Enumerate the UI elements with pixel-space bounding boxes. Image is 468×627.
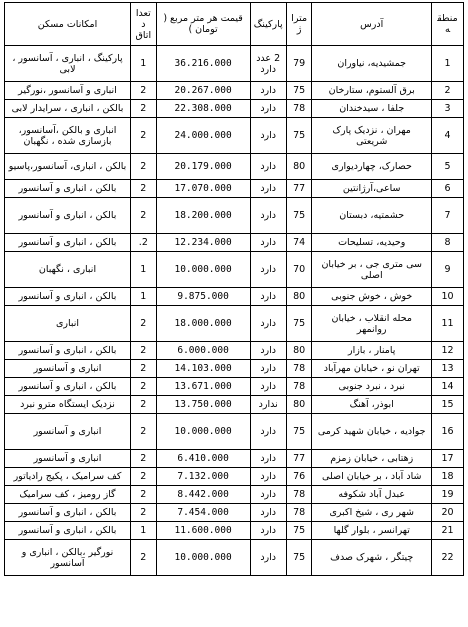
cell-parking: دارد bbox=[250, 342, 286, 360]
cell-rooms: 1 bbox=[131, 252, 157, 288]
cell-area: 75 bbox=[286, 198, 312, 234]
cell-region: 1 bbox=[431, 46, 463, 82]
cell-area: 75 bbox=[286, 540, 312, 576]
cell-region: 21 bbox=[431, 522, 463, 540]
table-row bbox=[5, 540, 464, 576]
table-body bbox=[5, 46, 464, 576]
cell-amenities: بالکن ، انباری ، سرایدار لابی bbox=[5, 100, 131, 118]
table-row bbox=[5, 82, 464, 100]
table-row bbox=[5, 378, 464, 396]
table-row bbox=[5, 180, 464, 198]
cell-area: 80 bbox=[286, 396, 312, 414]
cell-region: 10 bbox=[431, 288, 463, 306]
cell-address: چیتگر ، شهرک صدف bbox=[312, 540, 432, 576]
cell-parking: دارد bbox=[250, 540, 286, 576]
table-row bbox=[5, 100, 464, 118]
cell-price: 17.070.000 bbox=[156, 180, 250, 198]
cell-area: 77 bbox=[286, 180, 312, 198]
cell-address: شاد آباد ، بر خیابان اصلی bbox=[312, 468, 432, 486]
cell-amenities: گاز رومیز ، کف سرامیک bbox=[5, 486, 131, 504]
cell-price: 20.179.000 bbox=[156, 154, 250, 180]
cell-amenities: کف سرامیک ، پکیج رادیاتور bbox=[5, 468, 131, 486]
table-row bbox=[5, 396, 464, 414]
cell-area: 75 bbox=[286, 82, 312, 100]
cell-price: 6.410.000 bbox=[156, 450, 250, 468]
cell-region: 8 bbox=[431, 234, 463, 252]
cell-amenities: بالکن ، انباری و آسانسور bbox=[5, 504, 131, 522]
cell-address: حشمتیه، دبستان bbox=[312, 198, 432, 234]
cell-rooms: 2. bbox=[131, 234, 157, 252]
cell-address: زهتابی ، خیابان زمزم bbox=[312, 450, 432, 468]
cell-price: 13.671.000 bbox=[156, 378, 250, 396]
cell-address: ساعی،آرژانتین bbox=[312, 180, 432, 198]
cell-address: جلفا ، سیدخندان bbox=[312, 100, 432, 118]
table-row bbox=[5, 234, 464, 252]
cell-rooms: 2 bbox=[131, 118, 157, 154]
cell-region: 13 bbox=[431, 360, 463, 378]
cell-area: 78 bbox=[286, 100, 312, 118]
cell-amenities: بالکن ، انباری و آسانسور bbox=[5, 378, 131, 396]
cell-rooms: 2 bbox=[131, 414, 157, 450]
cell-region: 11 bbox=[431, 306, 463, 342]
cell-address: مهران ، نزدیک پارک شریعتی bbox=[312, 118, 432, 154]
cell-amenities: بالکن ، انباری و آسانسور bbox=[5, 522, 131, 540]
cell-address: جمشیدیه، نیاوران bbox=[312, 46, 432, 82]
table-row bbox=[5, 118, 464, 154]
cell-amenities: بالکن ، انباری و آسانسور bbox=[5, 288, 131, 306]
cell-parking: دارد bbox=[250, 306, 286, 342]
cell-area: 75 bbox=[286, 522, 312, 540]
cell-region: 4 bbox=[431, 118, 463, 154]
table-row bbox=[5, 154, 464, 180]
cell-rooms: 2 bbox=[131, 306, 157, 342]
cell-amenities: بالکن ، انباری و آسانسور bbox=[5, 180, 131, 198]
cell-region: 2 bbox=[431, 82, 463, 100]
cell-amenities: انباری ، نگهبان bbox=[5, 252, 131, 288]
cell-amenities: بالکن ، انباری، آسانسور،پاسیو bbox=[5, 154, 131, 180]
cell-rooms: 2 bbox=[131, 378, 157, 396]
cell-parking: دارد bbox=[250, 414, 286, 450]
cell-amenities: انباری و آسانسور bbox=[5, 414, 131, 450]
cell-parking: دارد bbox=[250, 504, 286, 522]
cell-price: 13.750.000 bbox=[156, 396, 250, 414]
cell-address: شهر ری ، شیخ اکبری bbox=[312, 504, 432, 522]
cell-parking: دارد bbox=[250, 378, 286, 396]
cell-price: 14.103.000 bbox=[156, 360, 250, 378]
cell-address: حصارک، چهارديواری bbox=[312, 154, 432, 180]
cell-parking: 2 عدد دارد bbox=[250, 46, 286, 82]
cell-parking: دارد bbox=[250, 234, 286, 252]
cell-area: 78 bbox=[286, 486, 312, 504]
cell-parking: دارد bbox=[250, 82, 286, 100]
cell-price: 20.267.000 bbox=[156, 82, 250, 100]
cell-rooms: 2 bbox=[131, 468, 157, 486]
header-rooms: تعداد اتاق bbox=[131, 3, 157, 46]
cell-address: برق آلستوم، ستارخان bbox=[312, 82, 432, 100]
cell-region: 12 bbox=[431, 342, 463, 360]
cell-area: 80 bbox=[286, 288, 312, 306]
table-row bbox=[5, 46, 464, 82]
housing-price-table bbox=[4, 2, 464, 576]
cell-address: جوادیه ، خیابان شهید کرمی bbox=[312, 414, 432, 450]
table-row bbox=[5, 306, 464, 342]
header-region: منطقه bbox=[431, 3, 463, 46]
cell-rooms: 2 bbox=[131, 82, 157, 100]
cell-amenities: انباری و آسانسور bbox=[5, 360, 131, 378]
cell-rooms: 1 bbox=[131, 46, 157, 82]
cell-region: 16 bbox=[431, 414, 463, 450]
header-amenities: امکانات مسکن bbox=[5, 3, 131, 46]
cell-rooms: 2 bbox=[131, 198, 157, 234]
cell-rooms: 2 bbox=[131, 504, 157, 522]
header-address: آدرس bbox=[312, 3, 432, 46]
table-row bbox=[5, 468, 464, 486]
cell-amenities: پارکینگ ، انباری ، آسانسور ، لابی bbox=[5, 46, 131, 82]
cell-price: 8.442.000 bbox=[156, 486, 250, 504]
cell-rooms: 2 bbox=[131, 180, 157, 198]
cell-parking: دارد bbox=[250, 486, 286, 504]
table-row bbox=[5, 522, 464, 540]
cell-address: نبرد ، نبرد جنوبی bbox=[312, 378, 432, 396]
cell-price: 11.600.000 bbox=[156, 522, 250, 540]
cell-parking: ندارد bbox=[250, 396, 286, 414]
cell-region: 17 bbox=[431, 450, 463, 468]
cell-price: 18.000.000 bbox=[156, 306, 250, 342]
cell-parking: دارد bbox=[250, 288, 286, 306]
cell-rooms: 1 bbox=[131, 288, 157, 306]
cell-rooms: 1 bbox=[131, 522, 157, 540]
cell-area: 79 bbox=[286, 46, 312, 82]
cell-price: 9.875.000 bbox=[156, 288, 250, 306]
cell-price: 24.000.000 bbox=[156, 118, 250, 154]
table-row bbox=[5, 360, 464, 378]
cell-area: 75 bbox=[286, 414, 312, 450]
cell-rooms: 2 bbox=[131, 360, 157, 378]
cell-price: 10.000.000 bbox=[156, 252, 250, 288]
cell-amenities: انباری و بالکن ،آسانسور، بازسازی شده ، نگهبان bbox=[5, 118, 131, 154]
cell-parking: دارد bbox=[250, 198, 286, 234]
cell-region: 22 bbox=[431, 540, 463, 576]
cell-area: 80 bbox=[286, 154, 312, 180]
cell-address: وحیدیه، تسلیحات bbox=[312, 234, 432, 252]
cell-area: 77 bbox=[286, 450, 312, 468]
cell-region: 6 bbox=[431, 180, 463, 198]
cell-parking: دارد bbox=[250, 154, 286, 180]
cell-address: ابوذر، آهنگ bbox=[312, 396, 432, 414]
cell-amenities: بالکن ، انباری و آسانسور bbox=[5, 198, 131, 234]
cell-rooms: 2 bbox=[131, 100, 157, 118]
cell-price: 22.308.000 bbox=[156, 100, 250, 118]
cell-amenities: نورگیر ،بالکن ، انباری و آسانسور bbox=[5, 540, 131, 576]
cell-parking: دارد bbox=[250, 100, 286, 118]
cell-region: 20 bbox=[431, 504, 463, 522]
cell-area: 76 bbox=[286, 468, 312, 486]
cell-parking: دارد bbox=[250, 450, 286, 468]
header-parking: پارکینگ bbox=[250, 3, 286, 46]
cell-area: 70 bbox=[286, 252, 312, 288]
cell-price: 7.454.000 bbox=[156, 504, 250, 522]
cell-region: 15 bbox=[431, 396, 463, 414]
cell-address: خوش ، خوش جنوبی bbox=[312, 288, 432, 306]
table-row bbox=[5, 342, 464, 360]
cell-address: محله انقلاب ، خیابان روانمهر bbox=[312, 306, 432, 342]
cell-parking: دارد bbox=[250, 118, 286, 154]
cell-parking: دارد bbox=[250, 522, 286, 540]
table-header-row bbox=[5, 3, 464, 46]
cell-price: 10.000.000 bbox=[156, 414, 250, 450]
header-price: قیمت هر متر مربع ( تومان ) bbox=[156, 3, 250, 46]
cell-area: 78 bbox=[286, 378, 312, 396]
table-row bbox=[5, 252, 464, 288]
cell-region: 9 bbox=[431, 252, 463, 288]
cell-amenities: نزدیک ایستگاه مترو نبرد bbox=[5, 396, 131, 414]
cell-rooms: 2 bbox=[131, 540, 157, 576]
table-row bbox=[5, 486, 464, 504]
cell-rooms: 2 bbox=[131, 450, 157, 468]
cell-rooms: 2 bbox=[131, 486, 157, 504]
cell-rooms: 2 bbox=[131, 154, 157, 180]
cell-region: 7 bbox=[431, 198, 463, 234]
cell-rooms: 2 bbox=[131, 342, 157, 360]
table-row bbox=[5, 288, 464, 306]
table-row bbox=[5, 198, 464, 234]
cell-region: 18 bbox=[431, 468, 463, 486]
cell-rooms: 2 bbox=[131, 396, 157, 414]
cell-region: 19 bbox=[431, 486, 463, 504]
cell-area: 78 bbox=[286, 360, 312, 378]
table-row bbox=[5, 414, 464, 450]
cell-amenities: انباری bbox=[5, 306, 131, 342]
cell-area: 74 bbox=[286, 234, 312, 252]
cell-address: عبدل آباد شکوفه bbox=[312, 486, 432, 504]
cell-area: 75 bbox=[286, 118, 312, 154]
cell-price: 18.200.000 bbox=[156, 198, 250, 234]
cell-price: 6.000.000 bbox=[156, 342, 250, 360]
cell-address: تهرانسر ، بلوار گلها bbox=[312, 522, 432, 540]
table-row bbox=[5, 504, 464, 522]
cell-amenities: انباری و آسانسور bbox=[5, 450, 131, 468]
cell-price: 36.216.000 bbox=[156, 46, 250, 82]
cell-area: 78 bbox=[286, 504, 312, 522]
cell-region: 3 bbox=[431, 100, 463, 118]
cell-price: 12.234.000 bbox=[156, 234, 250, 252]
cell-price: 10.000.000 bbox=[156, 540, 250, 576]
cell-price: 7.132.000 bbox=[156, 468, 250, 486]
table-row bbox=[5, 450, 464, 468]
cell-parking: دارد bbox=[250, 360, 286, 378]
cell-region: 14 bbox=[431, 378, 463, 396]
cell-parking: دارد bbox=[250, 180, 286, 198]
cell-address: سی متری جی ، بر خیابان اصلی bbox=[312, 252, 432, 288]
cell-address: پامنار ، بازار bbox=[312, 342, 432, 360]
header-area: متراژ bbox=[286, 3, 312, 46]
cell-amenities: بالکن ، انباری و آسانسور bbox=[5, 342, 131, 360]
cell-amenities: انباری و آسانسور ،نورگیر bbox=[5, 82, 131, 100]
cell-region: 5 bbox=[431, 154, 463, 180]
cell-amenities: بالکن ، انباری و آسانسور bbox=[5, 234, 131, 252]
cell-parking: دارد bbox=[250, 468, 286, 486]
cell-address: تهران نو ، خیابان مهرآباد bbox=[312, 360, 432, 378]
cell-area: 75 bbox=[286, 306, 312, 342]
cell-area: 80 bbox=[286, 342, 312, 360]
cell-parking: دارد bbox=[250, 252, 286, 288]
